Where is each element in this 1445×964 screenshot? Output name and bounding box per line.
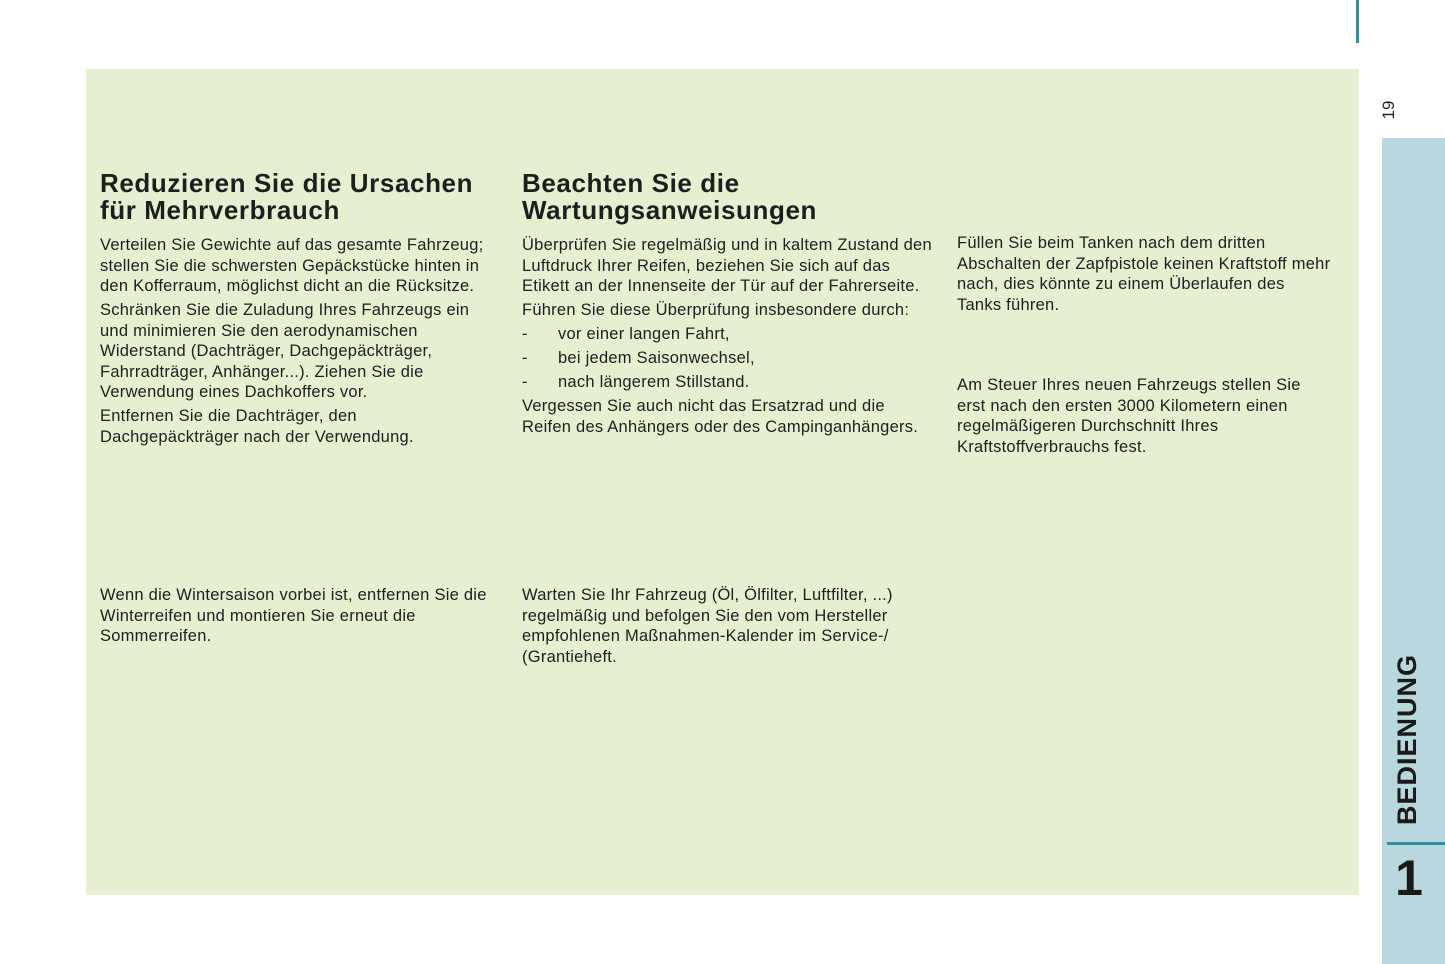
list-item (522, 348, 934, 369)
list-item-text: bei jedem Saisonwechsel, (558, 349, 755, 367)
chapter-label: BEDIENUNG (1392, 653, 1422, 825)
chapter-number: 1 (1395, 850, 1423, 906)
paragraph-check-when: Führen Sie diese Überprüfung insbesondere durch: (522, 301, 910, 319)
list-item-text: vor einer langen Fahrt, (558, 325, 730, 343)
chapter-divider (1387, 842, 1445, 845)
paragraph-spare-wheel: Vergessen Sie auch nicht das Ersatzrad und die Reifen des Anhängers oder des Campinganhängers. (522, 397, 919, 436)
section-heading: Reduzieren Sie die Ursachen für Mehrverbrauch (100, 168, 474, 225)
paragraph-winter-tyres: Wenn die Wintersaison vorbei ist, entfernen Sie die Winterreifen und montieren Sie erneut die Sommerreifen. (100, 586, 487, 645)
paragraph-weight: Verteilen Sie Gewichte auf das gesamte Fahrzeug; stellen Sie die schwersten Gepäckstücke hinten in den Kofferraum, möglichst dicht an die Rücksitze. (100, 236, 484, 295)
section-winter-tyres (100, 585, 500, 647)
section-reduce-consumption (100, 170, 500, 447)
paragraph-service: Warten Sie Ihr Fahrzeug (Öl, Ölfilter, Luftfilter, ...) regelmäßig und befolgen Sie den vom Hersteller empfohlenen Maßnahmen-Kalender im Service-/ (Grantieheft. (522, 586, 893, 666)
paragraph-tyre-pressure: Überprüfen Sie regelmäßig und in kaltem Zustand den Luftdruck Ihrer Reifen, beziehen Sie sich auf das Etikett an der Innenseite der Tür auf der Fahrerseite. (522, 236, 932, 295)
paragraph-load: Schränken Sie die Zuladung Ihres Fahrzeugs ein und minimieren Sie den aerodynamischen Widerstand (Dachträger, Dachgepäckträger, Fahrradträger, Anhänger...). Ziehen Sie die Verwendung eines Dachkoffers vor. (100, 301, 470, 401)
section-refuelling (957, 233, 1332, 315)
section-heading: Beachten Sie die Wartungsanweisungen (522, 168, 818, 225)
page-number: 19 (1379, 100, 1398, 120)
paragraph-roof-rack: Entfernen Sie die Dachträger, den Dachgepäckträger nach der Verwendung. (100, 407, 414, 446)
list-item-text: nach längerem Stillstand. (558, 373, 750, 391)
paragraph-refuelling: Füllen Sie beim Tanken nach dem dritten Abschalten der Zapfpistole keinen Kraftstoff mehr nach, dies könnte zu einem Überlaufen des Tanks führen. (957, 234, 1331, 314)
chapter-side-tab (1382, 138, 1445, 964)
section-service (522, 585, 934, 667)
list-marker: - (522, 373, 528, 391)
section-maintenance (522, 170, 934, 437)
list-item (522, 372, 934, 393)
list-marker: - (522, 349, 528, 367)
list-item (522, 324, 934, 345)
paragraph-new-vehicle: Am Steuer Ihres neuen Fahrzeugs stellen Sie erst nach den ersten 3000 Kilometern einen regelmäßigeren Durchschnitt Ihres Kraftstoffverbrauchs fest. (957, 376, 1301, 456)
top-accent-rule (1356, 0, 1359, 43)
section-new-vehicle (957, 375, 1332, 457)
list-marker: - (522, 325, 528, 343)
